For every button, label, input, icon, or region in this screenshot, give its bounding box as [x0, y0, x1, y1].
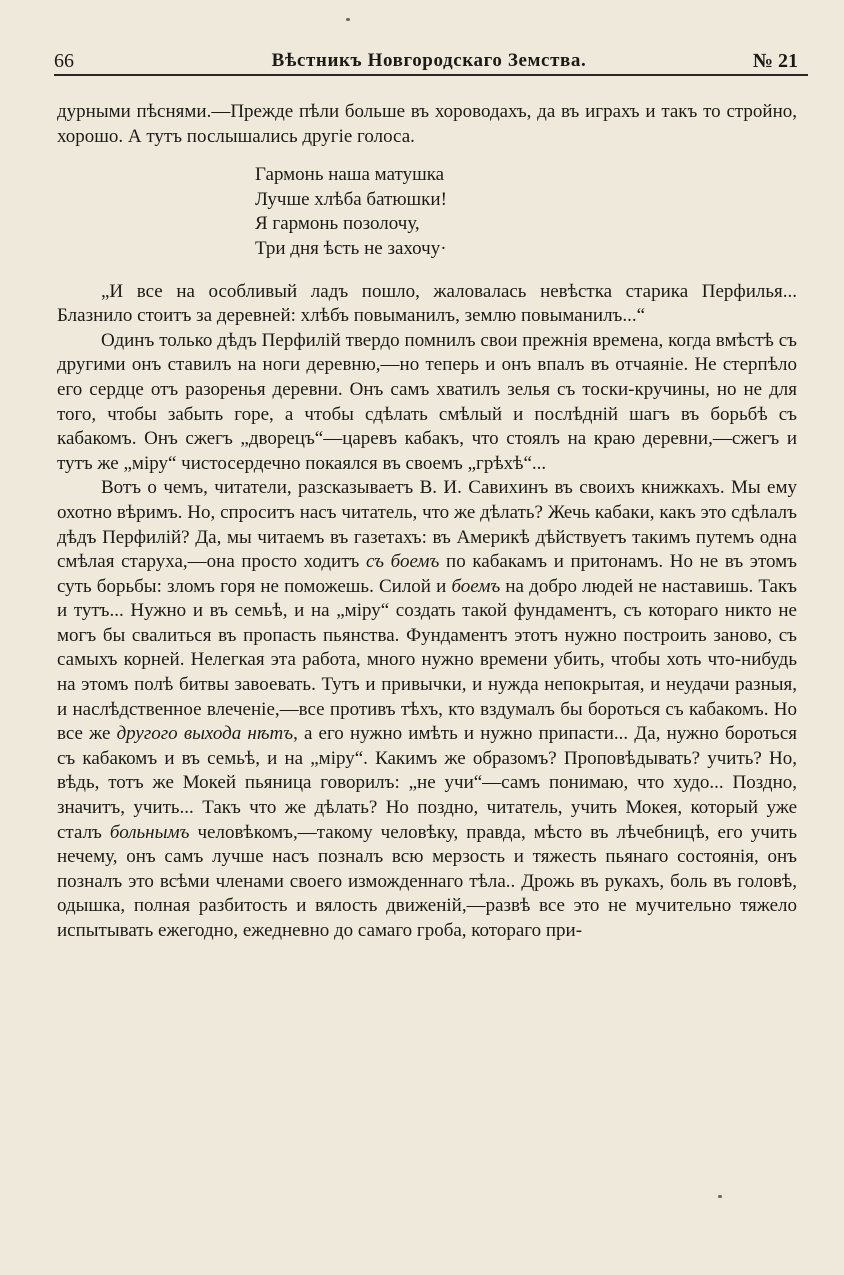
body-text: [57, 100, 797, 944]
text-run: по кабакамъ и притонамъ. Но не въ этомъ суть борьбы: зломъ горя не поможешь. Силой и: [57, 551, 797, 597]
paragraph-3: Одинъ только дѣдъ Перфилій твердо помнилъ свои прежнія времена, когда вмѣстѣ съ другими онъ ставилъ на ноги деревню,—но теперь и онъ впалъ въ отчаяніе. Не стерпѣло его сердце отъ разоренья деревни. Онъ самъ хватилъ зелья съ тоски-кручины, но не для того, чтобы забыть горе, а чтобы сдѣлать смѣлый и послѣдній шагъ въ борьбѣ съ кабакомъ. Онъ сжегъ „дворецъ“—царевъ кабакъ, что стоялъ на краю деревни,—сжегъ и тутъ же „міру“ чистосердечно покаялся въ своемъ „грѣхѣ“...: [57, 329, 797, 474]
italic-text: больнымъ: [109, 821, 190, 843]
italic-text: съ боемъ: [365, 551, 440, 573]
text-run: , а его нужно имѣть и нужно припасти... Да, нужно бороться съ кабакомъ и въ семьѣ, и на „міру“. Какимъ же образомъ? Проповѣдывать? учить? Но, вѣдь, тотъ же Мокей пьяница говорилъ: „не учи“—самъ понимаю, что худо... Поздно, значитъ, учить... Такъ что же дѣлать? Но поздно, читатель, учить Мокея, который уже сталъ: [57, 723, 797, 843]
text-run: Вотъ о чемъ, читатели, разсказываетъ В. И. Савихинъ въ своихъ книжкахъ. Мы ему охотно вѣримъ. Но, спроситъ насъ читатель, что же дѣлать? Жечь кабаки, какъ это сдѣлалъ дѣдъ Перфилій? Да, мы читаемъ въ газетахъ: въ Америкѣ дѣйствуетъ такимъ путемъ одна смѣлая старуха,—она просто ходитъ: [57, 477, 797, 573]
text-run: на добро людей не наставишь. Такъ и тутъ... Нужно и въ семьѣ, и на „міру“ создать такой фундаментъ, съ котораго никто не могъ бы свалиться въ пропасть пьянства. Фундаментъ этотъ нужно построить заново, съ самыхъ корней. Нелегкая эта работа, много нужно времени убить, чтобы хоть что-нибудь на этомъ полѣ битвы завоевать. Тутъ и привычки, и нужда непокрытая, и неудачи разныя, и наслѣдственное влеченіе,—все противъ тѣхъ, кто вздумалъ бы бороться съ кабакомъ. Но все же: [57, 575, 798, 745]
italic-text: другого выхода нѣтъ: [116, 723, 294, 745]
italic-text: боемъ: [451, 575, 501, 597]
paragraph-4: [57, 476, 797, 943]
running-header: [54, 42, 804, 72]
print-speck: [346, 18, 350, 21]
verse-block: [255, 163, 797, 261]
verse-line: Я гармонь позолочу,: [255, 213, 420, 235]
header-rule: [54, 74, 808, 76]
text-run: человѣкомъ,—такому человѣку, правда, мѣсто въ лѣчебницѣ, его учить нечему, онъ самъ лучше насъ позналъ всю мерзость и тяжесть пьянаго состоянія, онъ позналъ это всѣми членами своего изможденнаго тѣла.. Дрожь въ рукахъ, боль въ головѣ, одышка, полная разбитость и вялость движеній,—развѣ все это не мучительно тяжело испытывать ежегодно, ежедневно до самаго гроба, котораго при-: [57, 821, 797, 941]
page-number: 66: [54, 50, 74, 72]
verse-line: Гармонь наша матушка: [255, 164, 445, 186]
paragraph-1: дурными пѣснями.—Прежде пѣли больше въ хороводахъ, да въ играхъ и такъ то стройно, хорошо. А тутъ послышались другіе голоса.: [57, 101, 797, 147]
verse-line: Три дня ѣсть не захочу·: [255, 237, 447, 259]
journal-title: Вѣстникъ Новгородскаго Земства.: [271, 50, 587, 71]
issue-number: № 21: [752, 50, 798, 72]
paragraph-2: „И все на особливый ладъ пошло, жаловалась невѣстка старика Перфилья... Блазнило стоитъ за деревней: хлѣбъ повыманилъ, землю повыманилъ...“: [57, 280, 797, 327]
print-speck: [718, 1195, 722, 1198]
verse-line: Лучше хлѣба батюшки!: [255, 188, 447, 210]
